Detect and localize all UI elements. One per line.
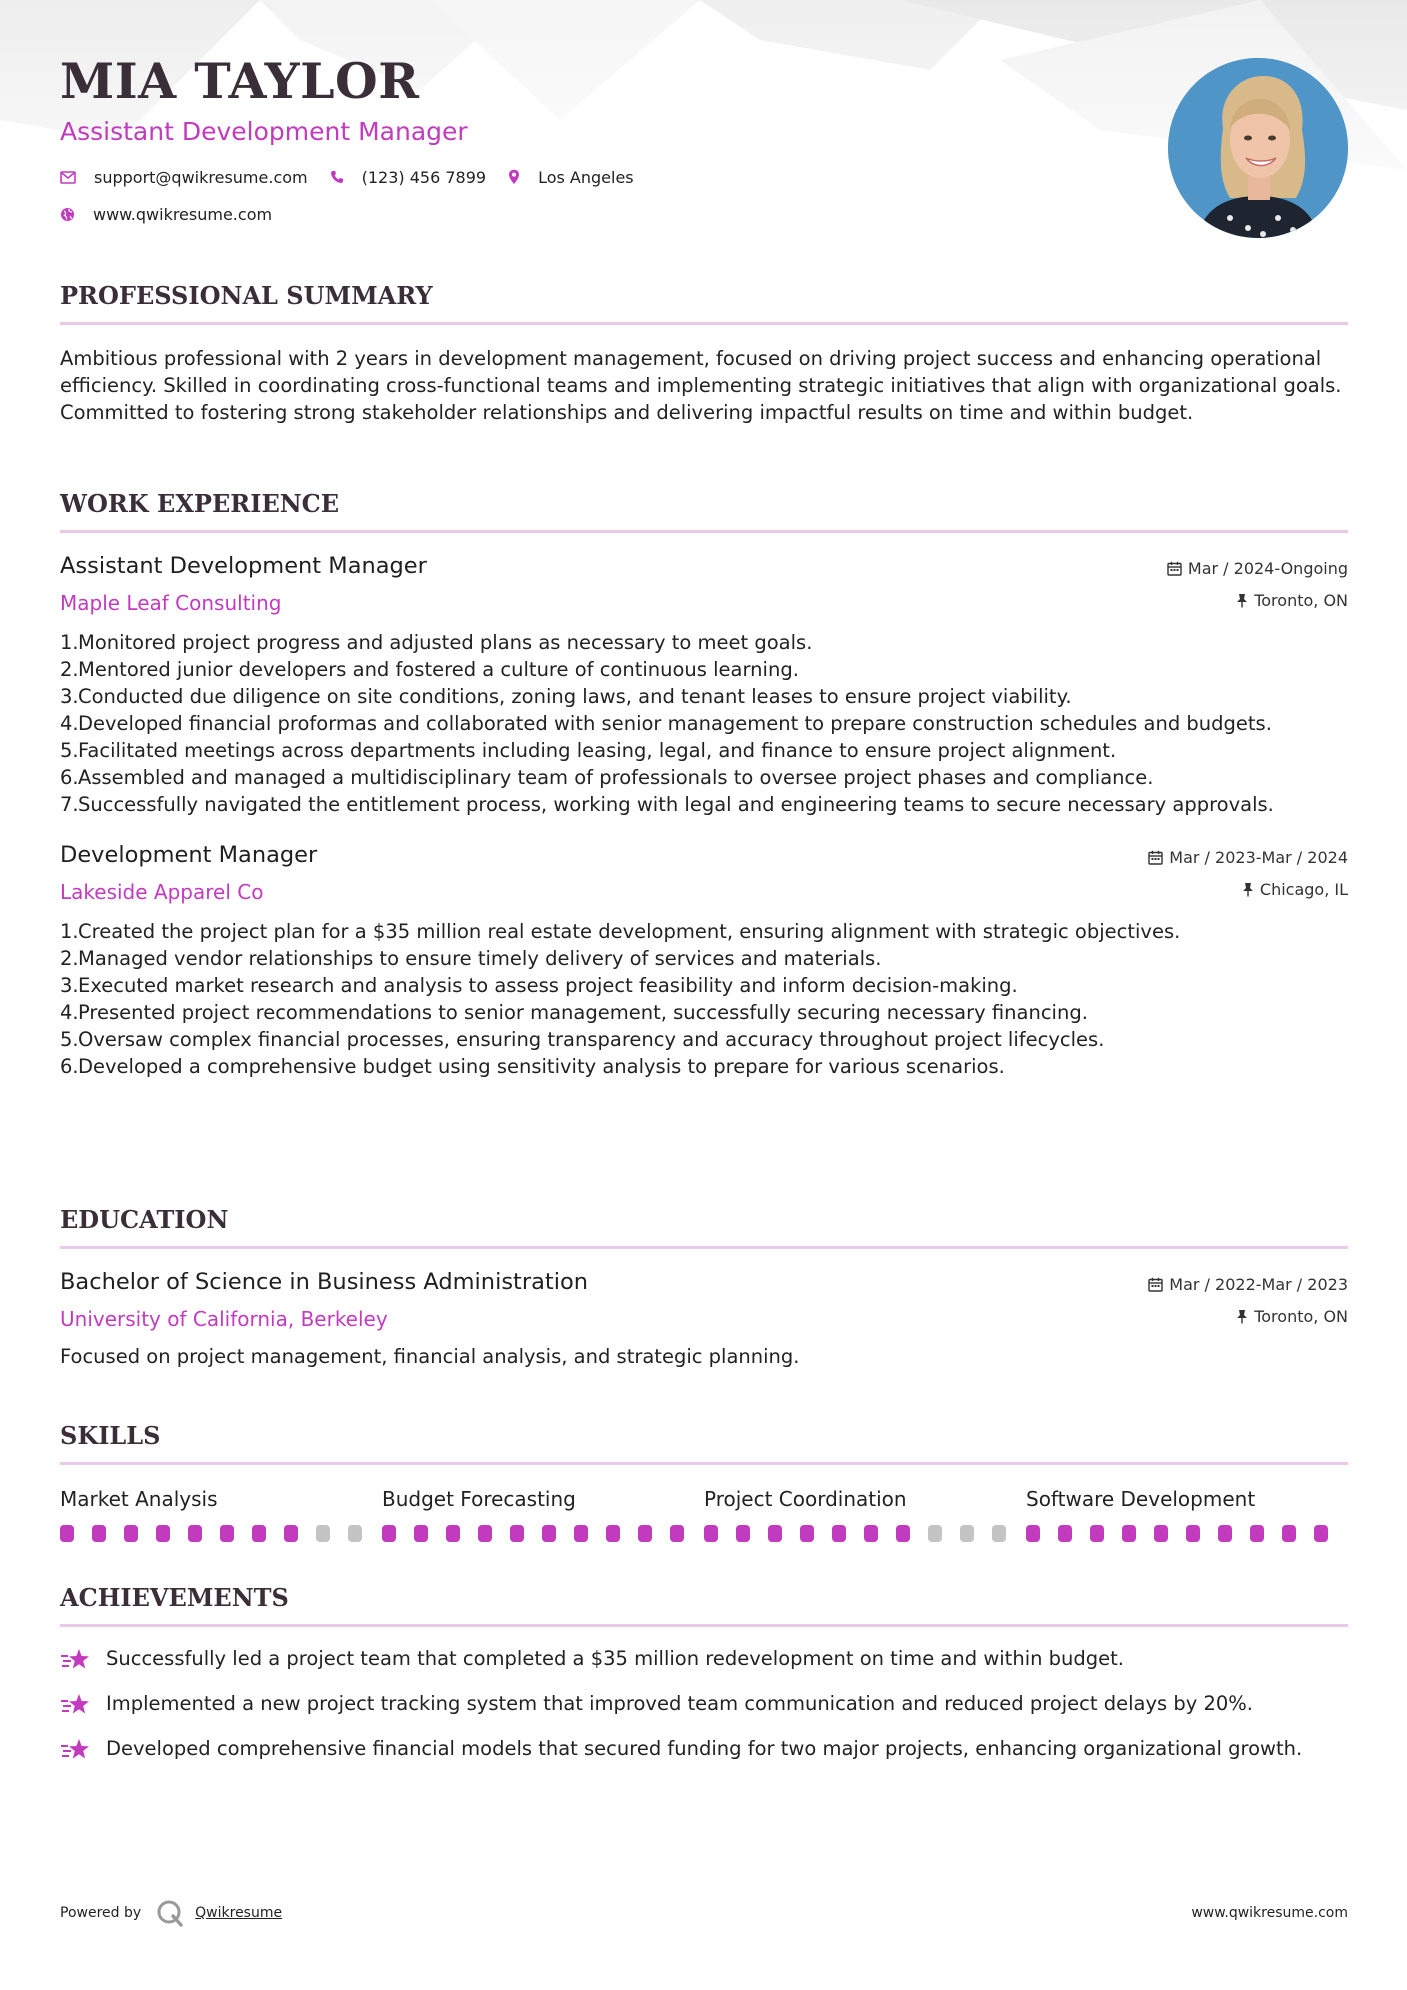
skill-dot-filled: [704, 1525, 718, 1542]
contact-email[interactable]: [60, 168, 308, 187]
job-entry: [60, 553, 1348, 818]
contact-row: [60, 168, 1120, 187]
skill-name: Project Coordination: [704, 1487, 907, 1511]
skill-dot-filled: [124, 1525, 138, 1542]
summary-heading: PROFESSIONAL SUMMARY: [60, 284, 1348, 325]
pushpin-icon: [1242, 882, 1254, 897]
job-location-text: Chicago, IL: [1259, 880, 1348, 899]
location-text: Los Angeles: [538, 167, 634, 187]
location-pin-icon: [508, 169, 520, 185]
skill-dot-filled: [478, 1525, 492, 1542]
list-item: 3. Executed market research and analysis to assess project feasibility and inform decision-making.: [60, 974, 1018, 997]
skill-dot-filled: [1154, 1525, 1168, 1542]
education-date: [1148, 1275, 1348, 1294]
achievement-item: [60, 1690, 1348, 1717]
bullet-text: Executed market research and analysis to assess project feasibility and inform decision-making.: [78, 974, 1018, 997]
skill-dot-filled: [220, 1525, 234, 1542]
bullet-text: Created the project plan for a $35 million real estate development, ensuring alignment with strategic objectives.: [78, 920, 1181, 943]
list-item: 6. Assembled and managed a multidisciplinary team of professionals to oversee project phases and compliance.: [60, 766, 1154, 789]
skill-rating: [60, 1525, 382, 1542]
job-bullets: [60, 918, 1348, 1080]
portrait-image: [1168, 58, 1348, 238]
experience-section: [60, 489, 1348, 1080]
contact-row-website: [60, 205, 1120, 224]
job-location: [1242, 880, 1348, 899]
skill-dot-empty: [348, 1525, 362, 1542]
list-item: 5. Facilitated meetings across departments including leasing, legal, and finance to ensure project alignment.: [60, 739, 1117, 762]
job-location: [1236, 591, 1348, 610]
star-icon: [60, 1648, 92, 1672]
skill-dot-filled: [896, 1525, 910, 1542]
bullet-text: Presented project recommendations to senior management, successfully securing necessary financing.: [78, 1001, 1088, 1024]
skill-name: Market Analysis: [60, 1487, 218, 1511]
list-item: 2. Mentored junior developers and fostered a culture of continuous learning.: [60, 658, 799, 681]
education-heading: EDUCATION: [60, 1208, 1348, 1249]
job-entry: [60, 842, 1348, 1080]
contact-phone[interactable]: [330, 168, 486, 187]
skill-rating: [704, 1525, 1026, 1542]
skill-dot-filled: [574, 1525, 588, 1542]
skill-dot-filled: [864, 1525, 878, 1542]
phone-icon: [330, 170, 344, 184]
skill-dot-filled: [446, 1525, 460, 1542]
globe-icon: [60, 207, 75, 222]
achievement-text: Implemented a new project tracking system that improved team communication and reduced project delays by 20%.: [106, 1692, 1253, 1715]
skills-list: [60, 1487, 1348, 1542]
job-location-text: Toronto, ON: [1254, 591, 1348, 610]
skill-dot-empty: [992, 1525, 1006, 1542]
summary-section: [60, 281, 1348, 426]
skill-dot-filled: [1250, 1525, 1264, 1542]
skill-dot-empty: [316, 1525, 330, 1542]
brand-link[interactable]: Qwikresume: [195, 1905, 283, 1921]
bullet-text: Mentored junior developers and fostered a culture of continuous learning.: [78, 658, 799, 681]
skill-item: [1026, 1487, 1348, 1542]
bullet-text: Successfully navigated the entitlement process, working with legal and engineering teams to secure necessary approvals.: [78, 793, 1274, 816]
pushpin-icon: [1236, 1309, 1248, 1324]
skill-dot-filled: [638, 1525, 652, 1542]
bullet-text: Oversaw complex financial processes, ensuring transparency and accuracy throughout project lifecycles.: [78, 1028, 1105, 1051]
skill-dot-filled: [382, 1525, 396, 1542]
list-item: 1. Created the project plan for a $35 million real estate development, ensuring alignment with strategic objectives.: [60, 920, 1181, 943]
skill-rating: [382, 1525, 704, 1542]
skill-dot-filled: [606, 1525, 620, 1542]
summary-text: Ambitious professional with 2 years in development management, focused on driving project success and enhancing operational efficiency. Skilled in coordinating cross-functional teams and implementing strategic initiatives that align with organizational goals. Committed to fostering strong stakeholder relationships and delivering impactful results on time and within budget.: [60, 347, 1342, 424]
bullet-text: Facilitated meetings across departments including leasing, legal, and finance to ensure project alignment.: [78, 739, 1117, 762]
email-icon: [60, 171, 76, 184]
profile-photo: [1168, 58, 1348, 238]
job-date-text: Mar / 2023-Mar / 2024: [1169, 848, 1348, 867]
skill-item: [382, 1487, 704, 1542]
skill-dot-filled: [1282, 1525, 1296, 1542]
qwikresume-logo-icon: [155, 1898, 185, 1928]
bullet-text: Developed a comprehensive budget using sensitivity analysis to prepare for various scenarios.: [78, 1055, 1005, 1078]
achievements-heading: ACHIEVEMENTS: [60, 1586, 1348, 1627]
job-company: Maple Leaf Consulting: [60, 591, 282, 615]
skill-dot-filled: [188, 1525, 202, 1542]
education-entry: [60, 1269, 1348, 1368]
achievement-text: Developed comprehensive financial models that secured funding for two major projects, enhancing organizational growth.: [106, 1737, 1303, 1760]
job-date-text: Mar / 2024-Ongoing: [1187, 559, 1348, 578]
star-icon: [60, 1738, 92, 1762]
skill-dot-filled: [1314, 1525, 1328, 1542]
bullet-text: Managed vendor relationships to ensure timely delivery of services and materials.: [78, 947, 882, 970]
education-location-text: Toronto, ON: [1254, 1307, 1348, 1326]
phone-text: (123) 456 7899: [361, 167, 487, 187]
website-text: www.qwikresume.com: [93, 204, 273, 224]
email-text: support@qwikresume.com: [94, 167, 308, 187]
skill-dot-filled: [670, 1525, 684, 1542]
skills-section: [60, 1421, 1348, 1542]
bullet-text: Monitored project progress and adjusted plans as necessary to meet goals.: [78, 631, 813, 654]
education-description: Focused on project management, financial analysis, and strategic planning.: [60, 1345, 800, 1368]
skill-dot-filled: [252, 1525, 266, 1542]
bullet-text: Conducted due diligence on site conditions, zoning laws, and tenant leases to ensure project viability.: [78, 685, 1072, 708]
achievements-list: [60, 1645, 1348, 1762]
skill-dot-filled: [92, 1525, 106, 1542]
job-company: Lakeside Apparel Co: [60, 880, 264, 904]
job-bullets: [60, 629, 1348, 818]
list-item: 4. Developed financial proformas and collaborated with senior management to prepare construction schedules and budgets.: [60, 712, 1272, 735]
skill-dot-filled: [1090, 1525, 1104, 1542]
skill-dot-filled: [60, 1525, 74, 1542]
skill-dot-filled: [768, 1525, 782, 1542]
skill-dot-filled: [1186, 1525, 1200, 1542]
education-location: [1236, 1307, 1348, 1326]
achievement-item: [60, 1645, 1348, 1672]
resume-header: [60, 52, 1120, 224]
experience-heading: WORK EXPERIENCE: [60, 492, 1348, 533]
school-name: University of California, Berkeley: [60, 1307, 388, 1331]
bullet-text: Developed financial proformas and collaborated with senior management to prepare construction schedules and budgets.: [78, 712, 1272, 735]
pushpin-icon: [1236, 593, 1248, 608]
powered-by-label: Powered by: [60, 1905, 142, 1921]
skill-dot-filled: [832, 1525, 846, 1542]
skill-rating: [1026, 1525, 1348, 1542]
skill-dot-filled: [156, 1525, 170, 1542]
education-section: [60, 1205, 1348, 1368]
achievement-text: Successfully led a project team that completed a $35 million redevelopment on time and within budget.: [106, 1647, 1124, 1670]
contact-website[interactable]: [60, 205, 272, 224]
bullet-text: Assembled and managed a multidisciplinary team of professionals to oversee project phases and compliance.: [78, 766, 1154, 789]
achievements-section: [60, 1583, 1348, 1780]
list-item: 7. Successfully navigated the entitlement process, working with legal and engineering teams to secure necessary approvals.: [60, 793, 1274, 816]
list-item: 5. Oversaw complex financial processes, ensuring transparency and accuracy throughout project lifecycles.: [60, 1028, 1105, 1051]
calendar-icon: [1148, 1277, 1163, 1292]
degree-title: Bachelor of Science in Business Administration: [60, 1269, 589, 1295]
skill-dot-filled: [1026, 1525, 1040, 1542]
job-title: Development Manager: [60, 842, 318, 868]
skill-dot-empty: [960, 1525, 974, 1542]
skill-dot-filled: [800, 1525, 814, 1542]
skill-item: [60, 1487, 382, 1542]
skills-heading: SKILLS: [60, 1424, 1348, 1465]
calendar-icon: [1148, 850, 1163, 865]
footer-website-link[interactable]: www.qwikresume.com: [1191, 1905, 1348, 1921]
list-item: 1. Monitored project progress and adjusted plans as necessary to meet goals.: [60, 631, 813, 654]
skill-dot-filled: [542, 1525, 556, 1542]
skill-dot-filled: [1218, 1525, 1232, 1542]
job-title: Assistant Development Manager: [60, 553, 427, 579]
skill-dot-filled: [1058, 1525, 1072, 1542]
skill-dot-filled: [284, 1525, 298, 1542]
skill-dot-filled: [1122, 1525, 1136, 1542]
skill-name: Budget Forecasting: [382, 1487, 576, 1511]
skill-dot-filled: [736, 1525, 750, 1542]
candidate-title: Assistant Development Manager: [60, 116, 468, 146]
skill-dot-empty: [928, 1525, 942, 1542]
skill-dot-filled: [510, 1525, 524, 1542]
achievement-item: [60, 1735, 1348, 1762]
footer: [60, 1898, 1348, 1928]
job-date: [1148, 848, 1348, 867]
job-date: [1167, 559, 1348, 578]
list-item: 2. Managed vendor relationships to ensure timely delivery of services and materials.: [60, 947, 882, 970]
skill-item: [704, 1487, 1026, 1542]
skill-dot-filled: [414, 1525, 428, 1542]
calendar-icon: [1167, 561, 1182, 576]
list-item: 3. Conducted due diligence on site conditions, zoning laws, and tenant leases to ensure project viability.: [60, 685, 1072, 708]
list-item: 4. Presented project recommendations to senior management, successfully securing necessary financing.: [60, 1001, 1088, 1024]
star-icon: [60, 1693, 92, 1717]
contact-location: [508, 168, 634, 187]
education-date-text: Mar / 2022-Mar / 2023: [1169, 1275, 1348, 1294]
candidate-name: MIA TAYLOR: [60, 52, 420, 110]
list-item: 6. Developed a comprehensive budget using sensitivity analysis to prepare for various scenarios.: [60, 1055, 1005, 1078]
skill-name: Software Development: [1026, 1487, 1256, 1511]
